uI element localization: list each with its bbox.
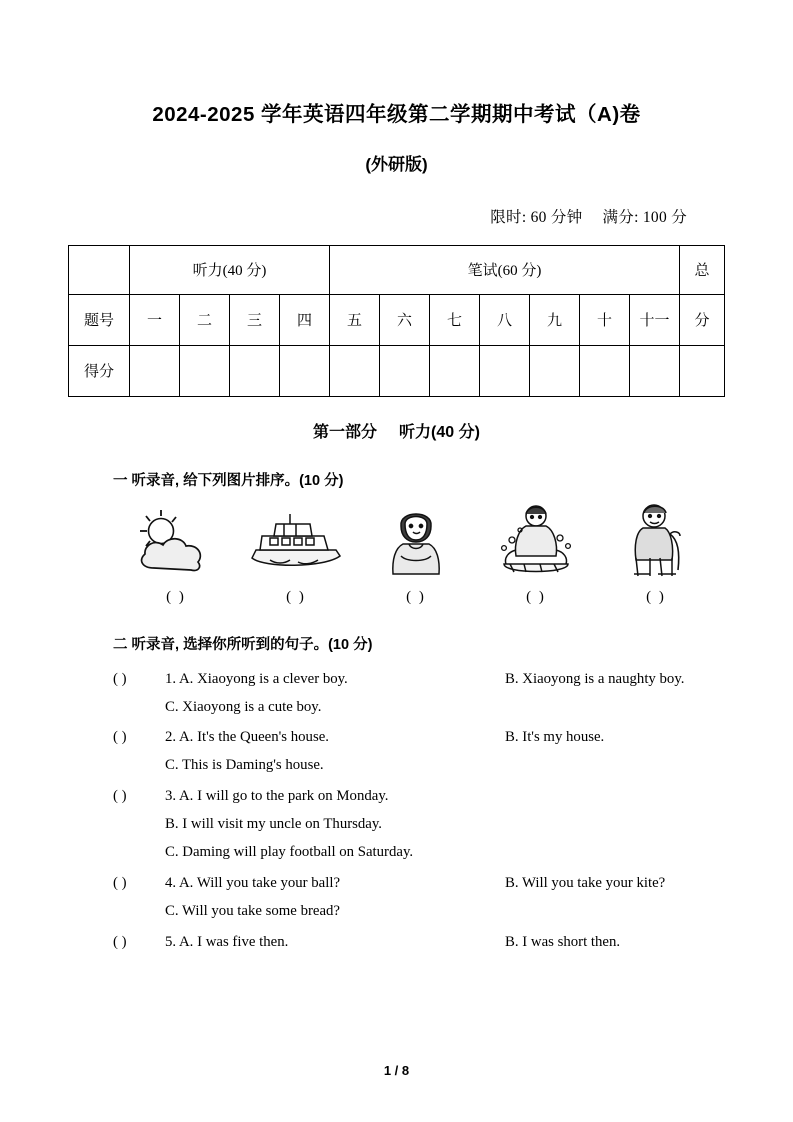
picture-answer-blank[interactable]: ( ) [166, 588, 186, 605]
score-cell[interactable] [280, 345, 330, 396]
option-b[interactable]: B. Will you take your kite? [505, 875, 666, 892]
question-number-cell: 三 [230, 294, 280, 345]
part-one-title [68, 419, 725, 442]
table-row [69, 245, 725, 294]
option-b[interactable]: B. I was short then. [505, 933, 621, 950]
picture-answer-blank[interactable]: ( ) [286, 588, 306, 605]
total-score: 满分: 100 分 [602, 208, 687, 226]
score-cell[interactable] [630, 345, 680, 396]
item-number: 3. [165, 788, 177, 805]
question-2-heading: 二 听录音, 选择你所听到的句子。(10 分) [113, 636, 373, 653]
item-number: 2. [165, 729, 177, 746]
option-c[interactable]: C. Will you take some bread? [165, 902, 341, 919]
question-number-cell: 十一 [630, 294, 680, 345]
list-item [113, 931, 725, 954]
score-cell[interactable] [130, 345, 180, 396]
item-number: 1. [165, 670, 177, 687]
question-number-cell: 五 [330, 294, 380, 345]
list-item [113, 726, 725, 749]
answer-bracket[interactable]: ( ) [113, 933, 127, 950]
question-1-pictures [116, 504, 716, 606]
answer-bracket[interactable]: ( ) [113, 729, 127, 746]
option-b[interactable]: B. Xiaoyong is a naughty boy. [505, 670, 685, 687]
old-man-icon [596, 504, 716, 580]
answer-bracket[interactable]: ( ) [113, 875, 127, 892]
time-limit: 限时: 60 分钟 [490, 208, 583, 226]
option-c[interactable]: C. Daming will play football on Saturday. [165, 844, 414, 861]
picture-answer-blank[interactable]: ( ) [406, 588, 426, 605]
boat-icon [236, 504, 356, 580]
option-a[interactable]: 2. A. It's the Queen's house. [165, 729, 329, 746]
option-a[interactable]: 1. A. Xiaoyong is a clever boy. [165, 670, 348, 687]
score-cell[interactable] [330, 345, 380, 396]
list-item [113, 872, 725, 895]
girl-icon [356, 504, 476, 580]
picture-answer-blank[interactable]: ( ) [646, 588, 666, 605]
picture-cell [236, 504, 356, 606]
option-a[interactable]: 5. A. I was five then. [165, 933, 289, 950]
item-number: 5. [165, 933, 177, 950]
option-c[interactable]: C. This is Daming's house. [165, 757, 324, 774]
total-score-cell[interactable] [680, 345, 725, 396]
picture-answer-blank[interactable]: ( ) [526, 588, 546, 605]
score-cell[interactable] [180, 345, 230, 396]
question-number-cell: 二 [180, 294, 230, 345]
part-one-label: 第一部分 [313, 423, 378, 441]
total-header-bottom: 分 [680, 294, 725, 345]
list-item [113, 785, 725, 808]
list-item [113, 668, 725, 691]
exam-meta [68, 175, 725, 227]
page-title: 2024-2025 学年英语四年级第二学期期中考试（A)卷 [152, 103, 641, 126]
written-header: 笔试(60 分) [330, 245, 680, 294]
option-c[interactable]: C. Xiaoyong is a cute boy. [165, 698, 322, 715]
option-b[interactable]: B. It's my house. [505, 729, 605, 746]
picture-cell [356, 504, 476, 606]
listening-header: 听力(40 分) [130, 245, 330, 294]
score-cell[interactable] [430, 345, 480, 396]
picture-cell [596, 504, 716, 606]
score-cell[interactable] [480, 345, 530, 396]
empty-corner-cell [69, 245, 130, 294]
score-table [68, 245, 725, 397]
sun-cloud-icon [116, 504, 236, 580]
score-cell[interactable] [580, 345, 630, 396]
score-cell[interactable] [230, 345, 280, 396]
option-a[interactable]: 3. A. I will go to the park on Monday. [165, 788, 389, 805]
page-number: 1 / 8 [383, 1063, 410, 1078]
boy-planting-icon [476, 504, 596, 580]
option-b[interactable]: B. I will visit my uncle on Thursday. [165, 816, 383, 833]
table-row [69, 294, 725, 345]
part-one-name: 听力(40 分) [399, 423, 480, 441]
question-number-cell: 十 [580, 294, 630, 345]
question-number-cell: 八 [480, 294, 530, 345]
total-header-top: 总 [680, 245, 725, 294]
picture-cell [116, 504, 236, 606]
question-number-cell: 九 [530, 294, 580, 345]
table-row [69, 345, 725, 396]
answer-bracket[interactable]: ( ) [113, 670, 127, 687]
page-subtitle: (外研版) [365, 154, 428, 174]
row-label-score: 得分 [69, 345, 130, 396]
question-1-heading: 一 听录音, 给下列图片排序。(10 分) [113, 472, 344, 489]
row-label-number: 题号 [69, 294, 130, 345]
question-number-cell: 六 [380, 294, 430, 345]
question-number-cell: 一 [130, 294, 180, 345]
item-number: 4. [165, 875, 177, 892]
answer-bracket[interactable]: ( ) [113, 788, 127, 805]
score-cell[interactable] [530, 345, 580, 396]
picture-cell [476, 504, 596, 606]
question-number-cell: 四 [280, 294, 330, 345]
question-number-cell: 七 [430, 294, 480, 345]
question-2-items [113, 668, 725, 954]
option-a[interactable]: 4. A. Will you take your ball? [165, 875, 341, 892]
score-cell[interactable] [380, 345, 430, 396]
